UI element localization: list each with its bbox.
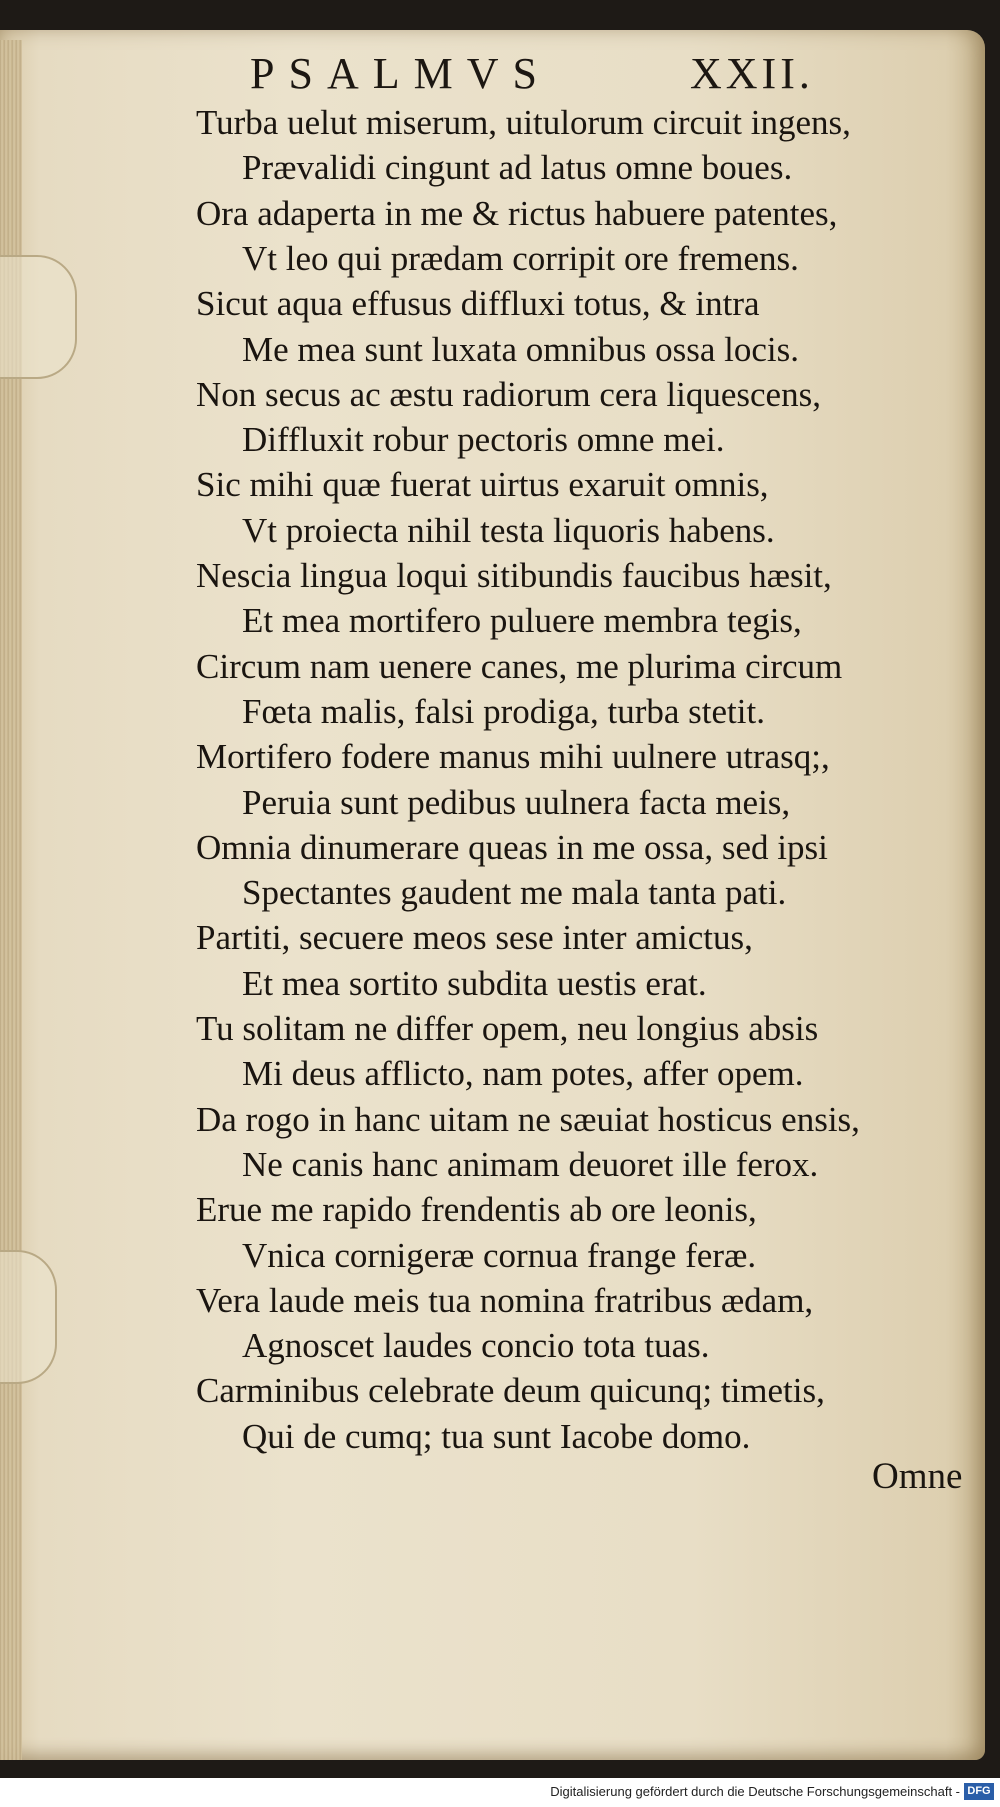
verse-line: Vera laude meis tua nomina fratribus ædam, <box>196 1280 814 1320</box>
verse-line: Et mea mortifero puluere membra tegis, <box>242 601 802 641</box>
verse-line: Turba uelut miserum, uitulorum circuit ingens, <box>196 103 851 142</box>
running-head-number: XXII. <box>690 49 814 98</box>
verse-line: Da rogo in hanc uitam ne sæuiat hosticus ensis, <box>196 1099 860 1139</box>
verse-line: Ne canis hanc animam deuoret ille ferox. <box>242 1144 819 1184</box>
verse-line: Vnica cornigeræ cornua frange feræ. <box>242 1235 757 1275</box>
verse-line: Partiti, secuere meos sese inter amictus, <box>196 918 753 958</box>
footer-bar <box>0 1778 1000 1807</box>
verse-line: Diffluxit robur pectoris omne mei. <box>242 420 725 460</box>
verse-line: Omnia dinumerare queas in me ossa, sed ipsi <box>196 827 828 867</box>
verse-line: Mi deus afflicto, nam potes, affer opem. <box>242 1054 804 1094</box>
verse-line: Spectantes gaudent me mala tanta pati. <box>242 873 787 913</box>
verse-line: Tu solitam ne differ opem, neu longius absis <box>196 1009 819 1048</box>
verse-line: Qui de cumq; tua sunt Iacobe domo. <box>242 1416 751 1456</box>
page-tab-mark <box>0 255 77 379</box>
verse-line: Erue me rapido frendentis ab ore leonis, <box>196 1190 757 1230</box>
verse-line: Circum nam uenere canes, me plurima circum <box>196 646 843 686</box>
verse-line: Non secus ac æstu radiorum cera liquescens, <box>196 374 821 414</box>
verse-line: Carminibus celebrate deum quicunq; timetis, <box>196 1371 825 1411</box>
verse-line: Et mea sortito subdita uestis erat. <box>242 963 707 1003</box>
catchword: Omne <box>872 1456 963 1497</box>
page-tab-mark <box>0 1250 57 1384</box>
verse-line: Sic mihi quæ fuerat uirtus exaruit omnis, <box>196 465 769 505</box>
running-head <box>250 48 850 99</box>
verse-line: Vt leo qui prædam corripit ore fremens. <box>242 238 799 278</box>
verse-line: Ora adaperta in me & rictus habuere patentes, <box>196 193 838 233</box>
verse-line: Prævalidi cingunt ad latus omne boues. <box>242 148 793 188</box>
dfg-logo-icon: DFG <box>964 1783 994 1800</box>
running-head-title: PSALMVS <box>250 49 551 98</box>
footer-credit: Digitalisierung gefördert durch die Deutsche Forschungsgemeinschaft - <box>550 1784 960 1799</box>
verse-line: Sicut aqua effusus diffluxi totus, & intra <box>196 284 760 324</box>
verse-line: Vt proiecta nihil testa liquoris habens. <box>242 510 775 550</box>
verse-line: Mortifero fodere manus mihi uulnere utrasq;, <box>196 737 830 777</box>
verse-line: Peruia sunt pedibus uulnera facta meis, <box>242 782 791 822</box>
verse-line: Fœta malis, falsi prodiga, turba stetit. <box>242 691 765 731</box>
verse-line: Me mea sunt luxata omnibus ossa locis. <box>242 329 800 369</box>
verse-line: Nescia lingua loqui sitibundis faucibus hæsit, <box>196 556 832 595</box>
verse-line: Agnoscet laudes concio tota tuas. <box>242 1326 710 1366</box>
